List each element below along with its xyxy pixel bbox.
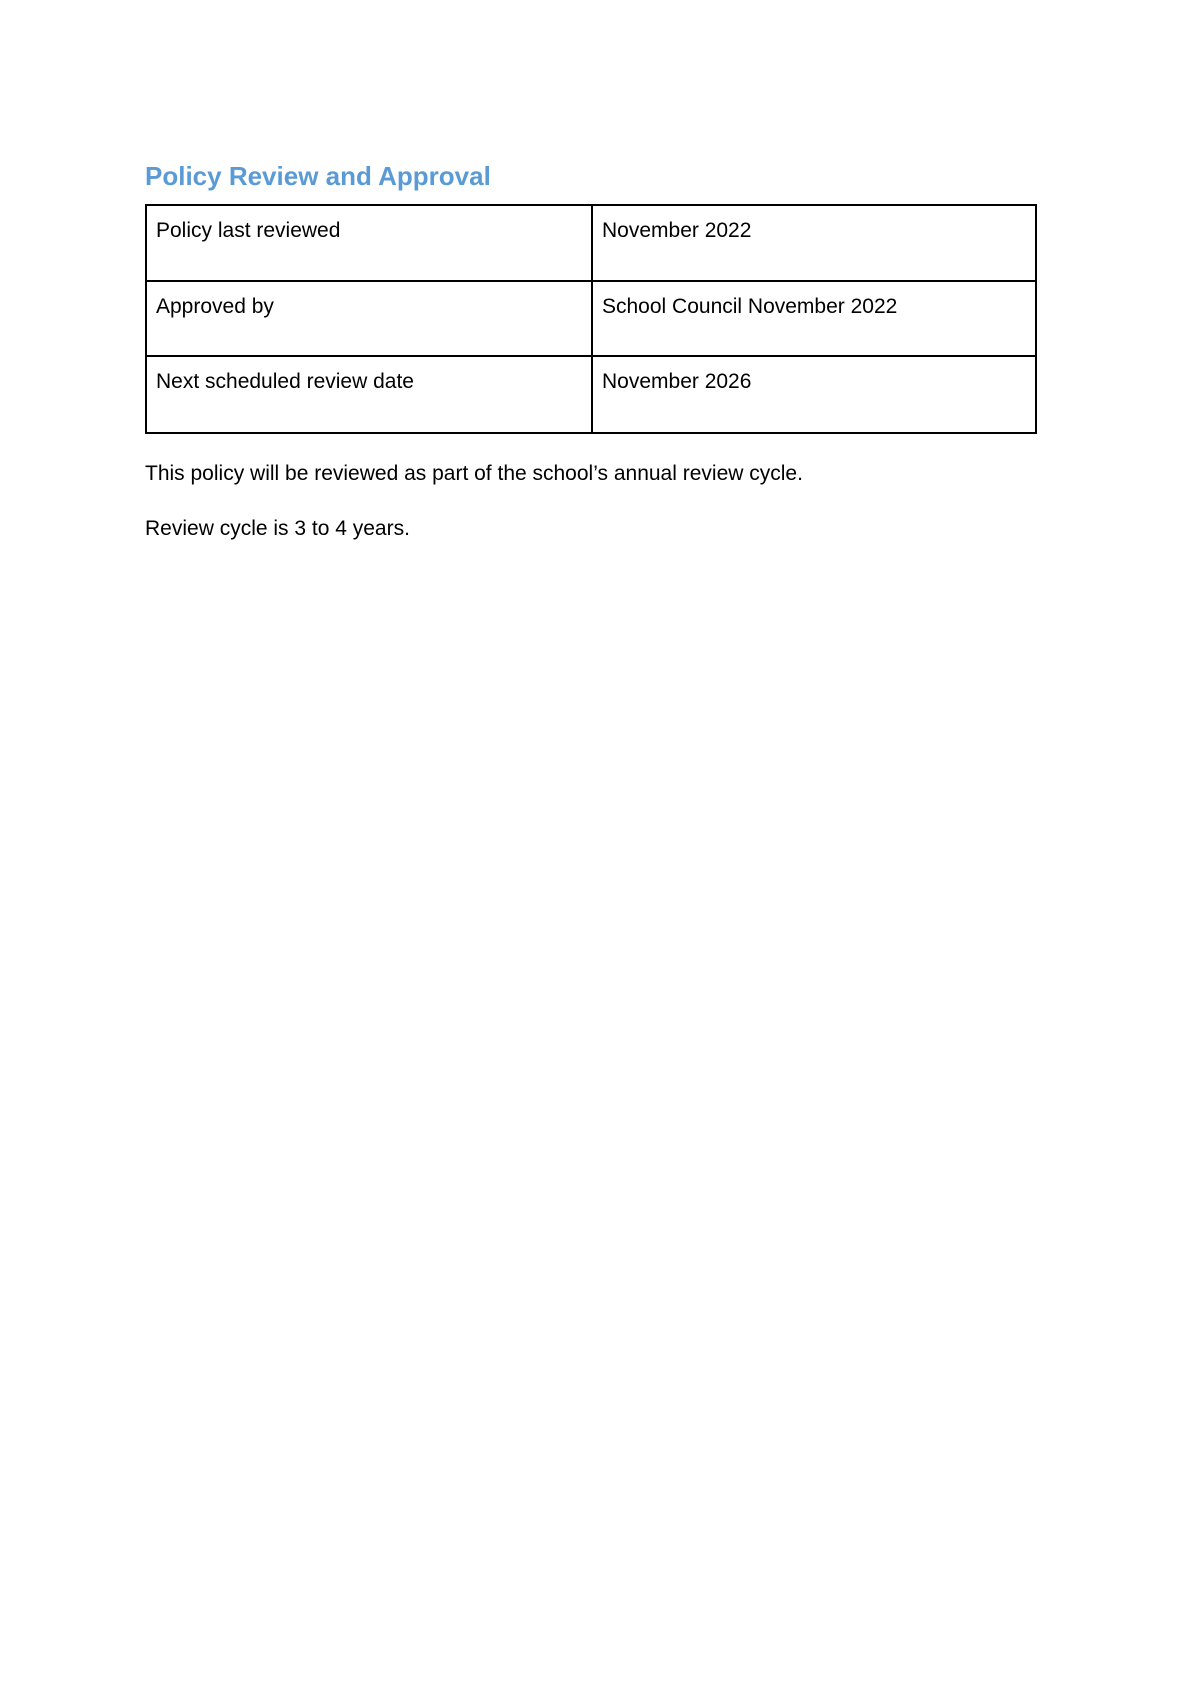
- row-label-approved-by: Approved by: [146, 281, 592, 356]
- document-page: [145, 160, 1037, 542]
- review-note-paragraph: This policy will be reviewed as part of the school’s annual review cycle.: [145, 462, 803, 485]
- row-label-next-review: Next scheduled review date: [146, 356, 592, 433]
- row-value-approved-by: School Council November 2022: [592, 281, 1036, 356]
- policy-review-table: [145, 204, 1037, 434]
- row-value-next-review: November 2026: [592, 356, 1036, 433]
- table-row: [146, 205, 1036, 281]
- table-row: [146, 356, 1036, 433]
- section-heading: Policy Review and Approval: [145, 161, 491, 191]
- table-row: [146, 281, 1036, 356]
- row-label-last-reviewed: Policy last reviewed: [146, 205, 592, 281]
- row-value-last-reviewed: November 2022: [592, 205, 1036, 281]
- review-cycle-paragraph: Review cycle is 3 to 4 years.: [145, 517, 410, 540]
